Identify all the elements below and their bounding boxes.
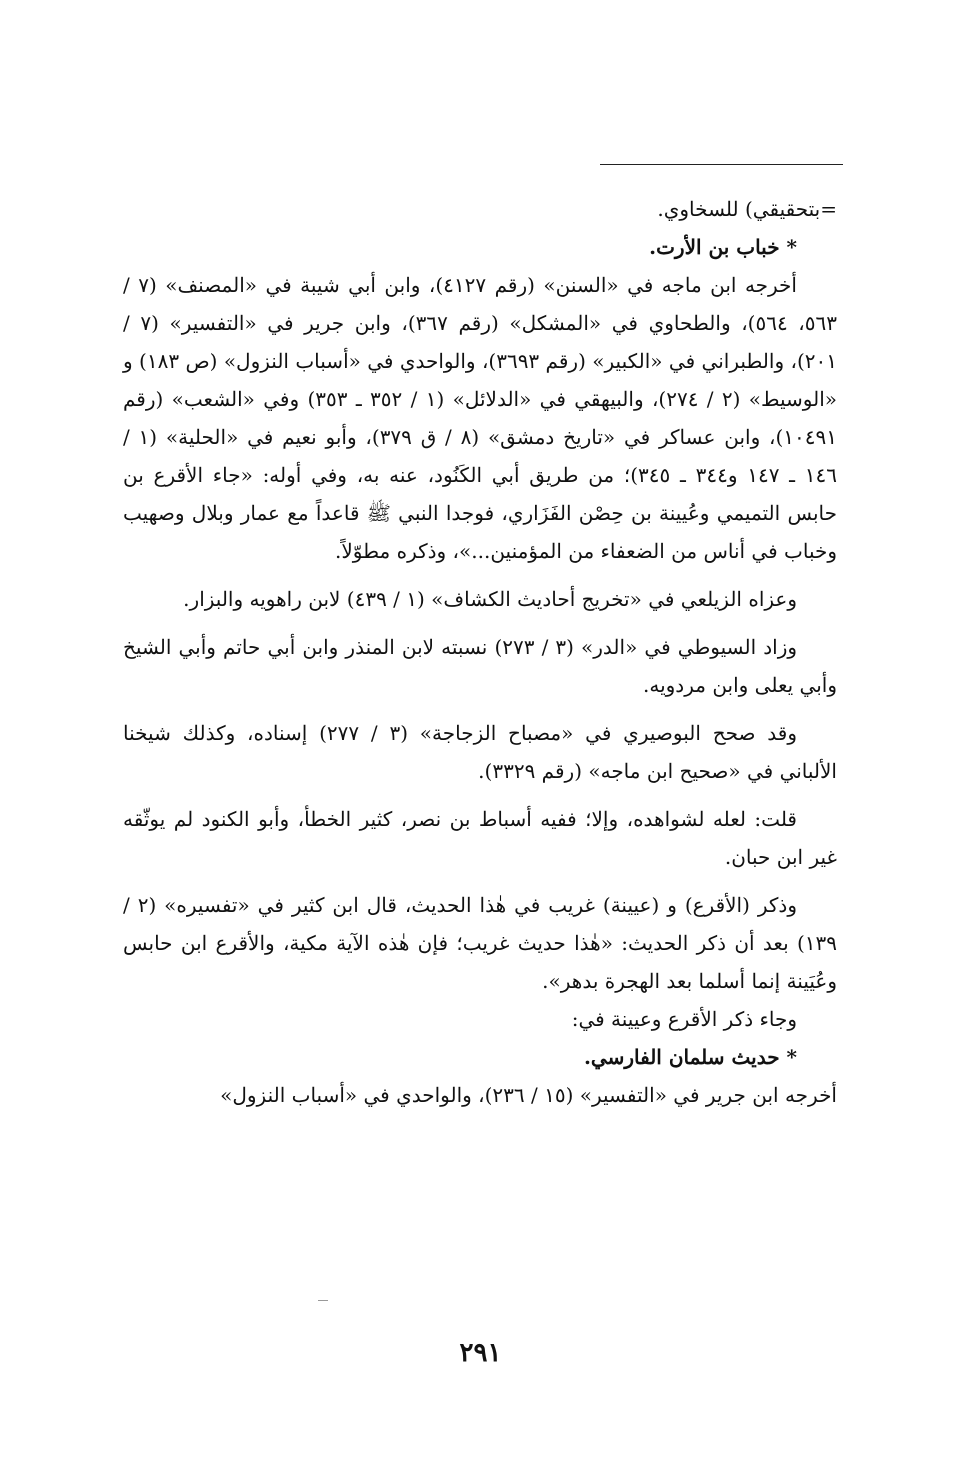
paragraph-ibn-kathir: وذكر (الأقرع) و (عيينة) غريب في هٰذا الحديث، قال ابن كثير في «تفسيره» (٢ / ١٣٩) بعد أن ذكر الحديث: «هٰذا حديث غريب؛ فإن هٰذه الآية مكية، والأقرع ابن حابس وعُيَينة إنما أسلما بعد الهجرة بدهر». <box>123 893 837 993</box>
paragraph-suyuti: وزاد السيوطي في «الدر» (٣ / ٢٧٣) نسبته لابن المنذر وابن أبي حاتم وأبي الشيخ وأبي يعلى وابن مردويه. <box>123 635 837 697</box>
section-heading-salman: * حديث سلمان الفارسي. <box>583 1045 797 1069</box>
paragraph-zailai: وعزاه الزيلعي في «تخريج أحاديث الكشاف» (١ / ٤٣٩) لابن راهويه والبزار. <box>183 587 797 611</box>
paragraph-comment: قلت: لعله لشواهده، وإلا؛ ففيه أسباط بن نصر، كثير الخطأ، وأبو الكنود لم يوثّقه غير ابن حبان. <box>123 807 837 869</box>
footnote-separator <box>600 164 843 165</box>
paragraph-busiri: وقد صحح البوصيري في «مصباح الزجاجة» (٣ / ٢٧٧) إسناده، وكذلك شيخنا الألباني في «صحيح ابن ماجه» (رقم ٣٣٢٩). <box>123 721 837 783</box>
continuation-line: =بتحقيقي) للسخاوي. <box>657 197 837 221</box>
page-number: ٢٩١ <box>459 1338 502 1368</box>
footnote-text <box>123 190 837 1114</box>
scan-mark <box>318 1300 328 1301</box>
paragraph-takhrij: أخرجه ابن ماجه في «السنن» (رقم ٤١٢٧)، وابن أبي شيبة في «المصنف» (٧ / ٥٦٣، ٥٦٤)، والطحاوي في «المشكل» (رقم ٣٦٧)، وابن جرير في «التفسير» (٧ / ٢٠١)، والطبراني في «الكبير» (رقم ٣٦٩٣)، والواحدي في «أسباب النزول» (ص ١٨٣) و «الوسيط» (٢ / ٢٧٤)، والبيهقي في «الدلائل» (١ / ٣٥٢ ـ ٣٥٣) وفي «الشعب» (رقم ١٠٤٩١)، وابن عساكر في «تاريخ دمشق» (٨ / ق ٣٧٩)، وأبو نعيم في «الحلية» (١ / ١٤٦ ـ ١٤٧ و٣٤٤ ـ ٣٤٥)؛ من طريق أبي الكَنُود، عنه به، وفي أوله: «جاء الأقرع بن حابس التميمي وعُيينة بن حِصْن الفَزَاري، فوجدا النبي ﷺ قاعداً مع عمار وبلال وصهيب وخباب في أناس من الضعفاء من المؤمنين...»، وذكره مطوّلاً. <box>123 273 838 563</box>
section-heading-khabbab: * خباب بن الأرت. <box>649 235 797 259</box>
paragraph-salman-takhrij: أخرجه ابن جرير في «التفسير» (١٥ / ٢٣٦)، والواحدي في «أسباب النزول» <box>220 1083 837 1107</box>
paragraph-mention: وجاء ذكر الأقرع وعيينة في: <box>571 1007 797 1031</box>
